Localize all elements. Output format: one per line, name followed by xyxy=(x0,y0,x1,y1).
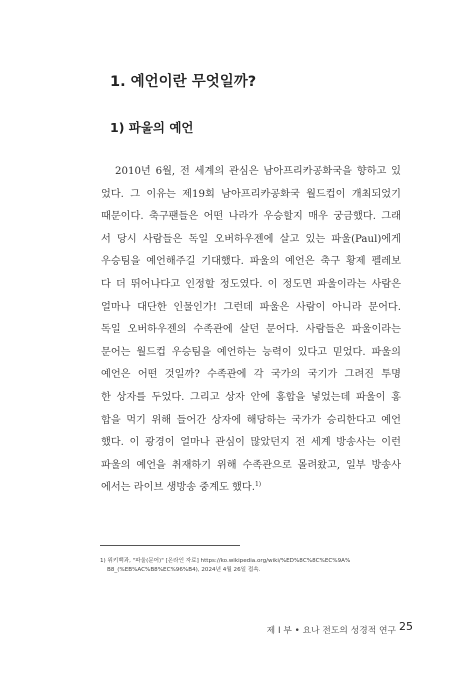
paragraph-line: 얼마나 대단한 인물인가! 그런데 파울은 사람이 아니라 문어다. xyxy=(101,301,401,313)
paragraph-line: 예언은 어떤 것일까? 수족관에 각 국가의 국기가 그려진 투명 xyxy=(101,369,401,381)
page-number: 25 xyxy=(399,620,413,633)
paragraph-line: 독일 오버하우젠의 수족관에 살던 문어다. 사람들은 파울이라는 xyxy=(101,324,401,336)
paragraph-line-text: 에서는 라이브 생방송 중계도 했다. xyxy=(101,482,255,494)
paragraph-line: 합을 먹기 위해 들어간 상자에 해당하는 국가가 승리한다고 예언 xyxy=(101,414,401,426)
footnote-line: 1) 위키백과, "파울(문어)" [온라인 자료] https://ko.wikipedia.org/wiki/%ED%8C%8C%EC%9A% xyxy=(100,558,351,564)
paragraph-line: 했다. 이 광경이 얼마나 관심이 많았던지 전 세계 방송사는 이런 xyxy=(101,437,401,449)
paragraph-line: 파울의 예언을 취재하기 위해 수족관으로 몰려왔고, 일부 방송사 xyxy=(101,459,401,471)
footnote-line: B8_(%EB%AC%B8%EC%96%B4), 2024년 4월 26일 접속. xyxy=(107,567,261,573)
chapter-heading: 1. 예언이란 무엇일까? xyxy=(110,74,257,90)
paragraph-line: 서 당시 사람들은 독일 오버하우젠에 살고 있는 파울(Paul)에게 xyxy=(101,233,401,245)
footnote-reference[interactable]: 1) xyxy=(254,481,262,489)
paragraph-line: 한 상자를 두었다. 그리고 상자 안에 홍합을 넣었는데 파울이 홍 xyxy=(101,391,401,403)
paragraph-line: 2010년 6월, 전 세계의 관심은 남아프리카공화국을 향하고 있 xyxy=(115,166,401,177)
footnote xyxy=(100,557,400,575)
paragraph-last-line xyxy=(101,477,401,500)
paragraph-line: 우승팀을 예언해주길 기대했다. 파울의 예언은 축구 황제 펠레보 xyxy=(101,256,401,268)
running-footer: 제 I 부 • 요나 전도의 성경적 연구 xyxy=(266,626,396,636)
paragraph-line: 문어는 월드컵 우승팀을 예언하는 능력이 있다고 믿었다. 파울의 xyxy=(101,346,401,358)
paragraph-line: 었다. 그 이유는 제19회 남아프리카공화국 월드컵이 개최되었기 xyxy=(101,188,401,200)
paragraph-line: 다 더 뛰어나다고 인정할 정도였다. 이 정도면 파울이라는 사람은 xyxy=(101,278,401,290)
paragraph-line: 때문이다. 축구팬들은 어떤 나라가 우승할지 매우 궁금했다. 그래 xyxy=(101,211,401,223)
section-subheading: 1) 파울의 예언 xyxy=(110,120,194,135)
footnote-divider xyxy=(100,545,240,546)
body-paragraph xyxy=(101,161,401,500)
